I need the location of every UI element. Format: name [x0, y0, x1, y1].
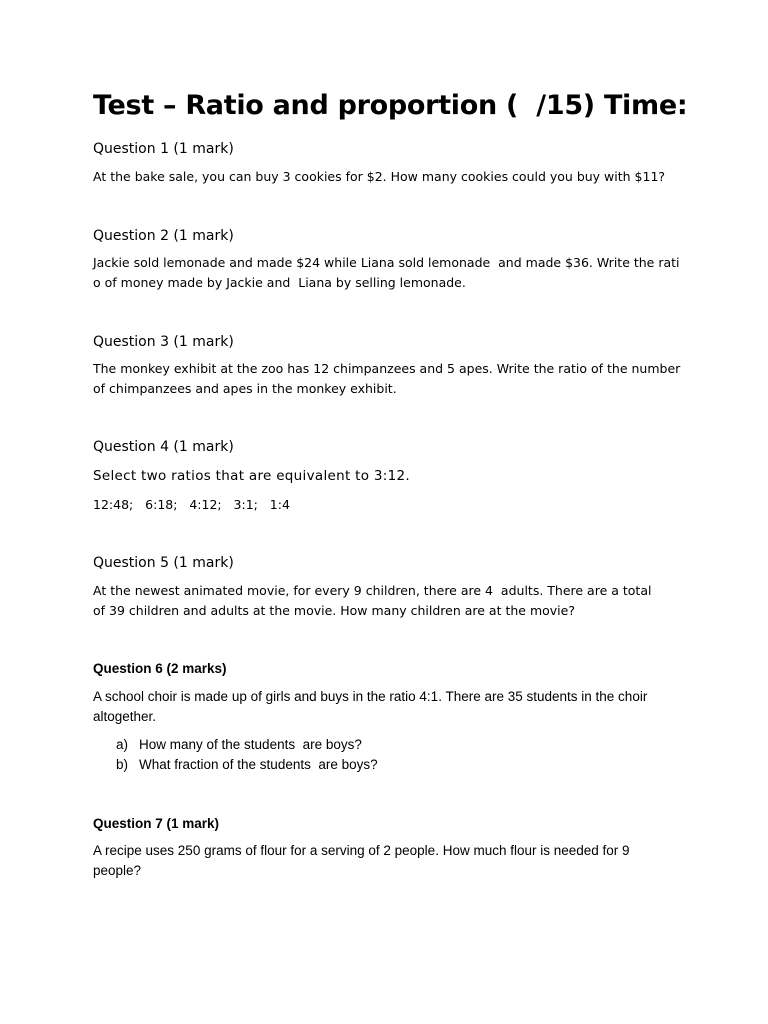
- list-item: [116, 735, 378, 755]
- list-item-text: What fraction of the students are boys?: [139, 757, 378, 772]
- question-heading: Question 4 (1 mark): [93, 439, 234, 455]
- list-marker: b): [116, 757, 129, 772]
- list-item: [116, 755, 378, 775]
- question-prompt: Select two ratios that are equivalent to 3:12.: [93, 468, 410, 484]
- question-text-line: of 39 children and adults at the movie. How many children are at the movie?: [93, 603, 575, 618]
- page-title: Test – Ratio and proportion ( /15) Time:: [93, 90, 688, 121]
- question-parts-list: [116, 735, 378, 775]
- question-text-line: Jackie sold lemonade and made $24 while Liana sold lemonade and made $36. Write the rati: [93, 255, 680, 270]
- question-heading: Question 5 (1 mark): [93, 555, 234, 571]
- question-text-line: of chimpanzees and apes in the monkey exhibit.: [93, 381, 397, 396]
- question-text-line: At the newest animated movie, for every 9 children, there are 4 adults. There are a total: [93, 583, 652, 598]
- ratio-options: 12:48; 6:18; 4:12; 3:1; 1:4: [93, 497, 290, 512]
- question-text: At the bake sale, you can buy 3 cookies for $2. How many cookies could you buy with $11?: [93, 169, 666, 184]
- question-heading: Question 1 (1 mark): [93, 141, 234, 157]
- list-item-text: How many of the students are boys?: [139, 737, 362, 752]
- question-text-line: A recipe uses 250 grams of flour for a serving of 2 people. How much flour is needed for 9: [93, 843, 630, 858]
- list-marker: a): [116, 737, 129, 752]
- question-heading: Question 7 (1 mark): [93, 816, 220, 831]
- question-heading: Question 2 (1 mark): [93, 228, 234, 244]
- question-text-line: A school choir is made up of girls and buys in the ratio 4:1. There are 35 students in the choir: [93, 689, 648, 704]
- question-text-line: o of money made by Jackie and Liana by selling lemonade.: [93, 275, 466, 290]
- question-heading: Question 3 (1 mark): [93, 334, 234, 350]
- question-text-line: altogether.: [93, 709, 157, 724]
- question-text-line: people?: [93, 863, 142, 878]
- question-heading: Question 6 (2 marks): [93, 661, 227, 676]
- question-text-line: The monkey exhibit at the zoo has 12 chimpanzees and 5 apes. Write the ratio of the number: [93, 361, 681, 376]
